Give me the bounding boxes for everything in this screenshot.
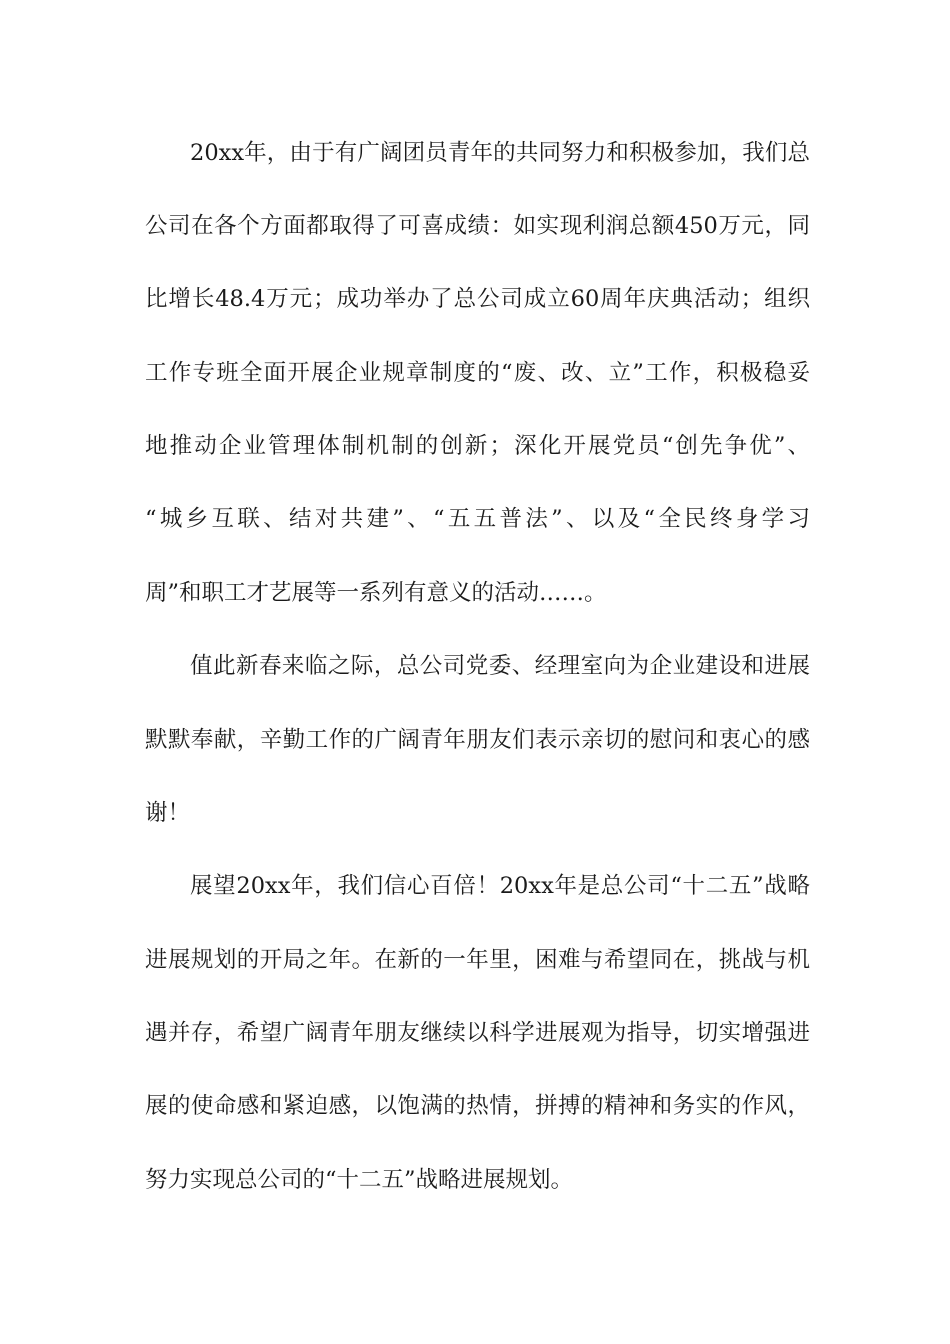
paragraph-1-line-5: 地推动企业管理体制机制的创新；深化开展党员“创先争优”、 [145, 433, 810, 459]
paragraph-3-line-3: 遇并存，希望广阔青年朋友继续以科学进展观为指导，切实增强进 [145, 1020, 810, 1046]
paragraph-1-line-3: 比增长48.4万元；成功举办了总公司成立60周年庆典活动；组织 [145, 286, 810, 312]
paragraph-1-line-7: 周”和职工才艺展等一系列有意义的活动……。 [145, 580, 607, 606]
paragraph-3-line-5: 努力实现总公司的“十二五”战略进展规划。 [145, 1167, 574, 1193]
paragraph-3-line-1: 展望20xx年，我们信心百倍！20xx年是总公司“十二五”战略 [190, 873, 810, 899]
paragraph-2-line-3: 谢！ [145, 800, 191, 826]
paragraph-2-line-1: 值此新春来临之际，总公司党委、经理室向为企业建设和进展 [190, 653, 810, 679]
paragraph-1-line-6: “城乡互联、结对共建”、“五五普法”、以及“全民终身学习 [145, 506, 810, 532]
paragraph-3-line-4: 展的使命感和紧迫感，以饱满的热情，拼搏的精神和务实的作风， [145, 1093, 810, 1119]
paragraph-1-line-1: 20xx年，由于有广阔团员青年的共同努力和积极参加，我们总 [190, 140, 810, 166]
paragraph-1-line-4: 工作专班全面开展企业规章制度的“废、改、立”工作，积极稳妥 [145, 360, 810, 386]
paragraph-1-line-2: 公司在各个方面都取得了可喜成绩：如实现利润总额450万元，同 [145, 213, 810, 239]
paragraph-3-line-2: 进展规划的开局之年。在新的一年里，困难与希望同在，挑战与机 [145, 947, 810, 973]
paragraph-2-line-2: 默默奉献，辛勤工作的广阔青年朋友们表示亲切的慰问和衷心的感 [145, 727, 810, 753]
